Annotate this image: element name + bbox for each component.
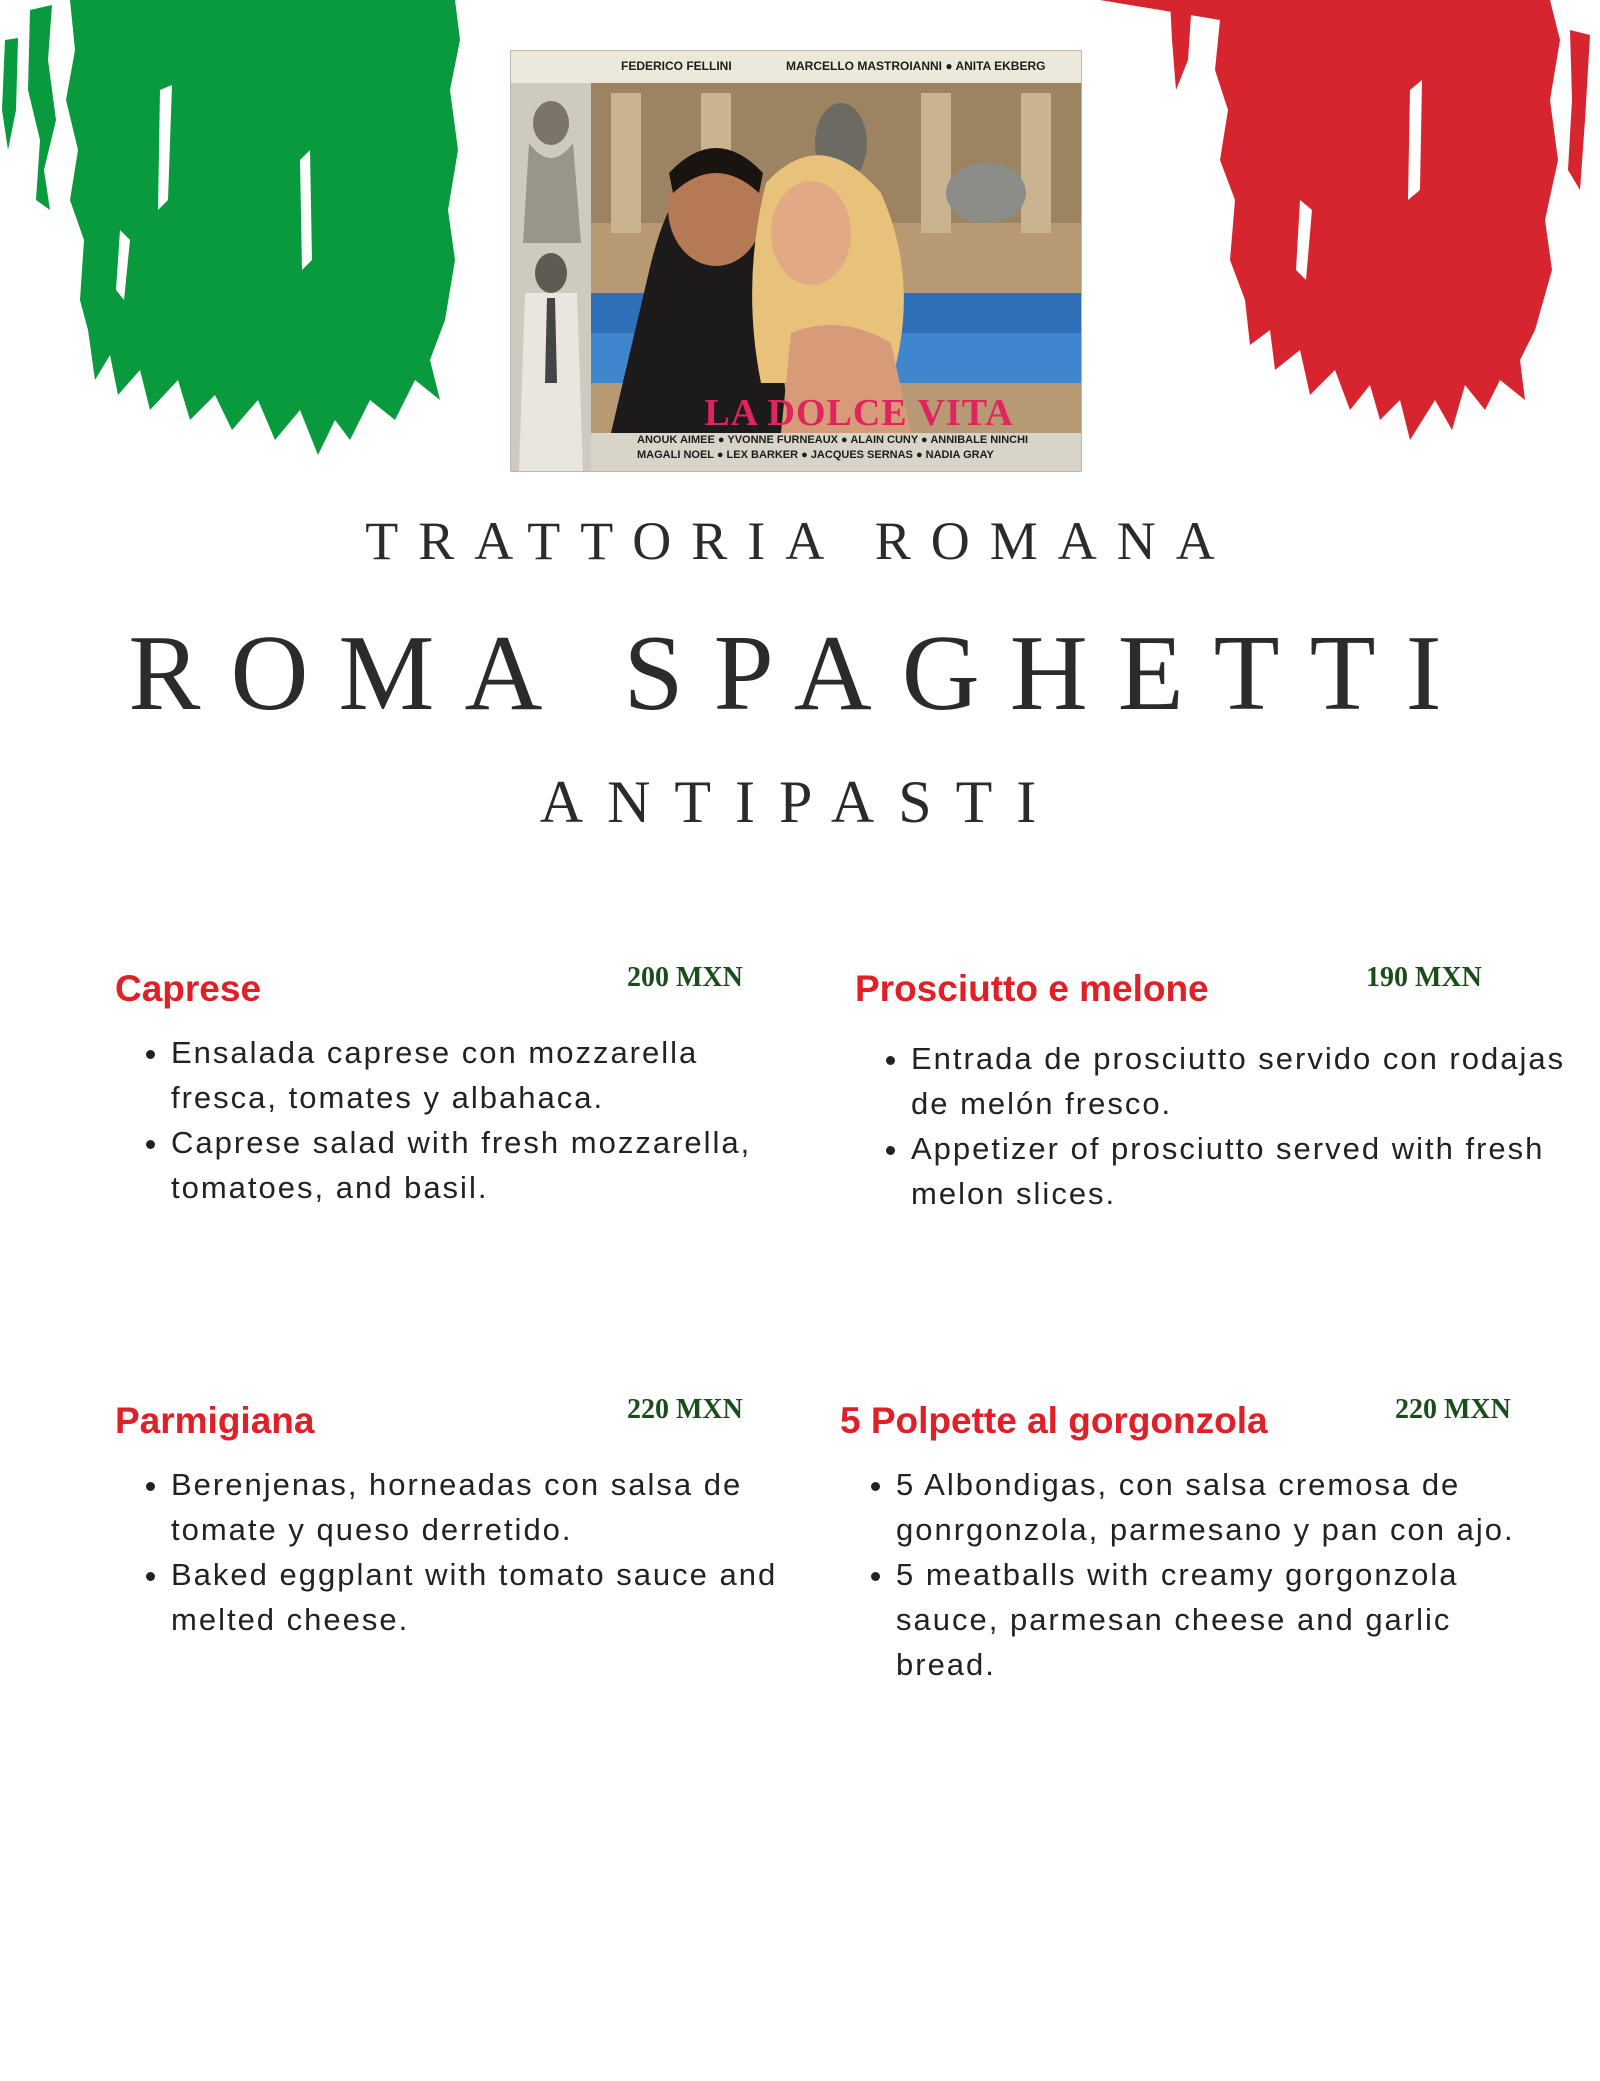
menu-item-description xyxy=(840,1462,1516,1687)
menu-item-description xyxy=(115,1462,821,1642)
menu-item-name: Caprese xyxy=(115,968,262,1009)
menu-item-price: 200 MXN xyxy=(627,962,743,993)
menu-item-price: 190 MXN xyxy=(1366,962,1482,993)
red-brush-stroke xyxy=(1080,0,1600,450)
poster-title xyxy=(637,391,1081,433)
poster-side-portraits xyxy=(511,83,591,471)
green-brush-stroke xyxy=(0,0,470,470)
section-title: ANTIPASTI xyxy=(539,769,1061,835)
poster-stars: MARCELLO MASTROIANNI ● ANITA EKBERG xyxy=(786,59,1046,73)
description-spanish: • Ensalada caprese con mozzarella fresca, tomates y albahaca. xyxy=(171,1030,791,1120)
poster-cast-line-2: MAGALI NOEL ● LEX BARKER ● JACQUES SERNAS ● NADIA GRAY xyxy=(637,449,994,461)
poster-credits xyxy=(511,51,1081,83)
la-dolce-vita-poster xyxy=(510,50,1082,472)
poster-title-text: LA DOLCE VITA xyxy=(704,392,1014,434)
menu-item-name: Parmigiana xyxy=(115,1400,315,1441)
poster-cast-line-1: ANOUK AIMEE ● YVONNE FURNEAUX ● ALAIN CUNY ● ANNIBALE NINCHI xyxy=(637,434,1029,446)
description-spanish: • Entrada de prosciutto servido con rodajas de melón fresco. xyxy=(911,1036,1571,1126)
description-spanish: • Berenjenas, horneadas con salsa de tomate y queso derretido. xyxy=(171,1462,821,1552)
description-english: • 5 meatballs with creamy gorgonzola sauce, parmesan cheese and garlic bread. xyxy=(896,1552,1516,1687)
description-english: • Baked eggplant with tomato sauce and melted cheese. xyxy=(171,1552,821,1642)
description-english: • Caprese salad with fresh mozzarella, tomatoes, and basil. xyxy=(171,1120,791,1210)
restaurant-subtitle: TRATTORIA ROMANA xyxy=(365,511,1235,571)
menu-item-price: 220 MXN xyxy=(1395,1394,1511,1425)
description-english: • Appetizer of prosciutto served with fresh melon slices. xyxy=(911,1126,1571,1216)
menu-item-name: 5 Polpette al gorgonzola xyxy=(840,1400,1268,1441)
menu-item-description xyxy=(115,1030,791,1210)
menu-item-name: Prosciutto e melone xyxy=(855,968,1209,1009)
description-spanish: • 5 Albondigas, con salsa cremosa de gonrgonzola, parmesano y pan con ajo. xyxy=(896,1462,1516,1552)
poster-director: FEDERICO FELLINI xyxy=(621,59,732,73)
restaurant-title: ROMA SPAGHETTI xyxy=(128,614,1472,733)
menu-item-description xyxy=(855,1036,1571,1216)
poster-kiss-scene xyxy=(591,83,1081,433)
menu-item-price: 220 MXN xyxy=(627,1394,743,1425)
